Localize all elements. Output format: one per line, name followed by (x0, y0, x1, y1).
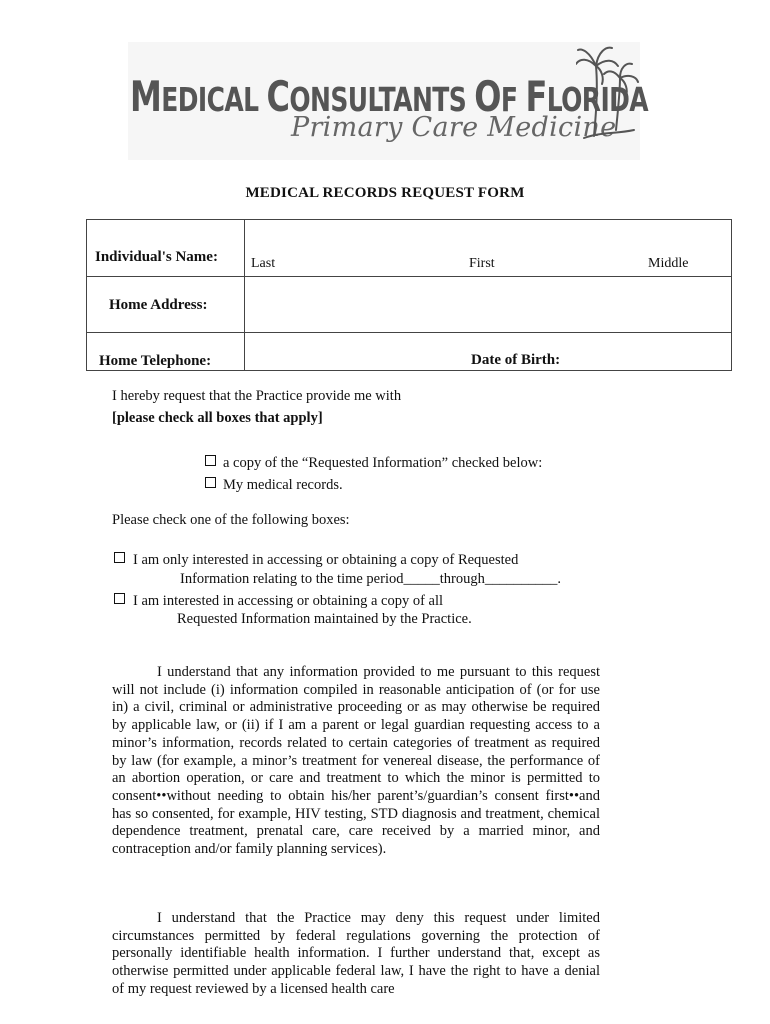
middle-name-field[interactable]: Middle (648, 256, 689, 271)
address-row (87, 277, 731, 333)
request-intro: I hereby request that the Practice provide me with (112, 388, 402, 404)
address-label: Home Address: (109, 297, 208, 313)
copy-option-label: a copy of the “Requested Information” checked below: (223, 455, 543, 471)
telephone-field[interactable] (247, 333, 467, 370)
name-label: Individual's Name: (95, 249, 218, 265)
first-name-field[interactable]: First (469, 256, 495, 271)
all-info-checkbox[interactable] (114, 593, 125, 604)
records-checkbox[interactable] (205, 477, 216, 488)
request-instruction: [please check all boxes that apply] (112, 410, 323, 426)
all-info-option-line1: I am interested in accessing or obtaining a copy of all (133, 593, 444, 609)
copy-checkbox[interactable] (205, 455, 216, 466)
telephone-label: Home Telephone: (99, 353, 212, 369)
check-one-instruction: Please check one of the following boxes: (112, 512, 350, 528)
all-info-option-line2: Requested Information maintained by the Practice. (177, 611, 472, 627)
divider (244, 220, 245, 276)
practice-logo (128, 42, 649, 160)
telephone-row (87, 333, 731, 370)
disclosure-paragraph-2: I understand that the Practice may deny this request under limited circumstances permitted by federal regulations governing the protection of personally identifiable health information. I further understand that, except as otherwise permitted under applicable federal law, I have the right to have a denial of my request reviewed by a licensed health care (112, 910, 600, 997)
logo-title: MEDICAL CONSULTANTS OF FLORIDA (130, 72, 649, 122)
divider (244, 333, 245, 370)
disclosure-paragraph-1: I understand that any information provided to me pursuant to this request will not include (i) information compiled in reasonable anticipation of (or for use in) a civil, criminal or administrative proceeding or as may otherwise be required by applicable law, or (ii) if I am a parent or legal guardian requesting access to a minor’s information, records related to certain categories of treatment as required by law (for example, a minor’s treatment for venereal disease, the performance of an abortion operation, or care and treatment to which the minor is permitted to consent••without needing to obtain his/her parent’s/guardian’s consent first••and has so consented, for example, HIV testing, STD diagnosis and treatment, chemical dependence treatment, prenatal care, care received by a married minor, and contraception and/or family planning services). (112, 664, 600, 858)
time-period-checkbox[interactable] (114, 552, 125, 563)
divider (244, 277, 245, 332)
time-period-option-line2: Information relating to the time period_____through__________. (180, 571, 561, 587)
name-row (87, 220, 731, 277)
address-field[interactable] (247, 277, 727, 332)
personal-info-table (86, 219, 732, 371)
palm-tree-icon (576, 44, 640, 140)
dob-field[interactable] (587, 333, 727, 370)
last-name-field[interactable]: Last (251, 256, 276, 271)
dob-label: Date of Birth: (471, 352, 561, 368)
records-option-label: My medical records. (223, 477, 343, 493)
form-title: MEDICAL RECORDS REQUEST FORM (245, 185, 525, 201)
time-period-option-line1: I am only interested in accessing or obtaining a copy of Requested (133, 552, 519, 568)
logo-subtitle: Primary Care Medicine (291, 112, 617, 143)
